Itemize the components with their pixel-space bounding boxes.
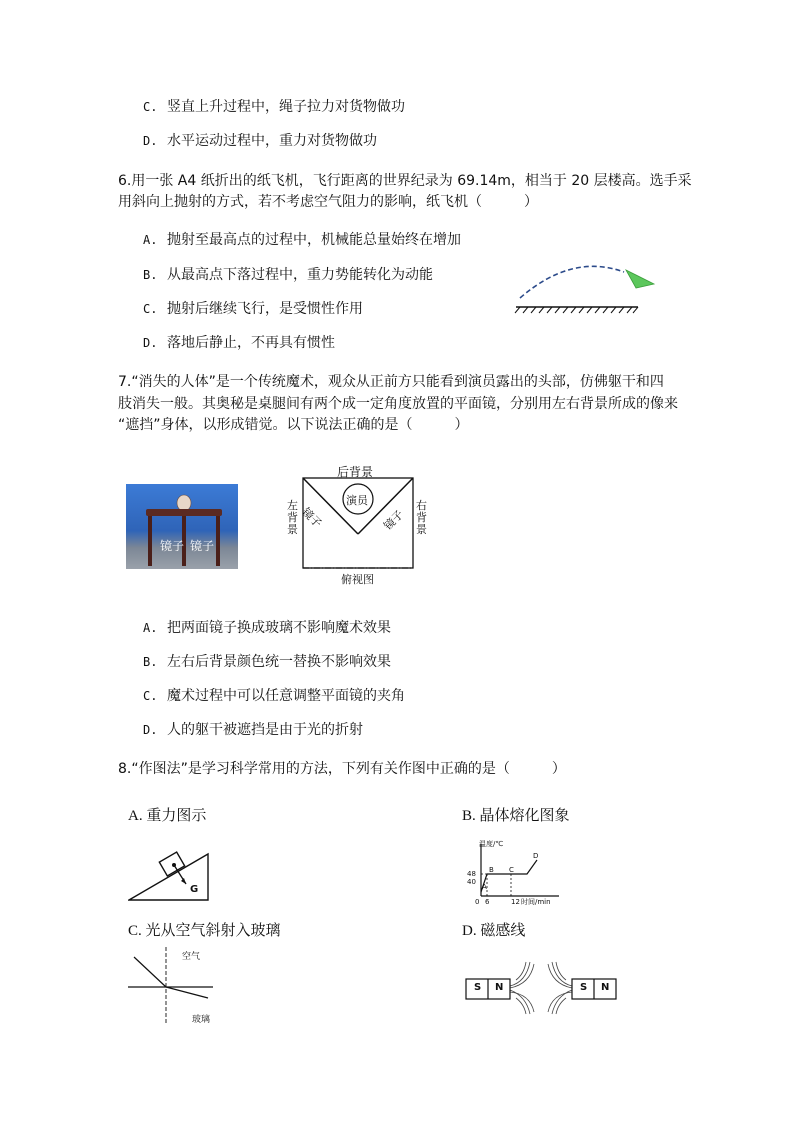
y-tick-48: 48 [467, 870, 476, 878]
photo-mirror-label-left: 镜子 [160, 539, 185, 553]
y-axis-label: 温度/℃ [479, 840, 504, 848]
magic-table-photo [126, 484, 238, 569]
magnet-left-s: S [474, 982, 482, 993]
q6-option-c: C. 抛射后继续飞行，是受惯性作用 [143, 301, 363, 317]
q7-option-c: C. 魔术过程中可以任意调整平面镜的夹角 [143, 688, 405, 704]
field-line-curves [510, 962, 572, 1014]
q7-stem-line1: 7.“消失的人体”是一个传统魔术，观众从正前方只能看到演员露出的头部，仿佛躯干和四 [118, 374, 664, 390]
table-top [146, 509, 222, 516]
top-view-lines [283, 462, 433, 587]
q7-stem-line2: 肢消失一般。其奥秘是桌腿间有两个成一定角度放置的平面镜，分别用左右背景所成的像来 [118, 396, 678, 412]
x-tick-12: 12 [511, 898, 520, 906]
left-background-label: 左背景 [287, 499, 298, 536]
point-d-label: D [533, 852, 539, 860]
q7-stem-line3: “遮挡”身体，以形成错觉。以下说法正确的是（ ） [118, 417, 469, 433]
table-illustration [126, 484, 238, 569]
q6-stem-line1: 6.用一张 A4 纸折出的纸飞机，飞行距离的世界纪录为 69.14m，相当于 20 层楼高。选手采 [118, 173, 692, 189]
point-c-label: C [509, 866, 514, 874]
x-axis-label: 时间/min [521, 898, 551, 906]
mirror-left-label: 镜子 [299, 505, 325, 531]
mirror-right-label: 镜子 [381, 507, 407, 533]
q6-stem-line2: 用斜向上抛射的方式，若不考虑空气阻力的影响，纸飞机（ ） [118, 194, 538, 210]
point-a-label: A [482, 883, 487, 891]
magnet-right-n: N [601, 982, 610, 993]
q8-caption-c: C. 光从空气斜射入玻璃 [128, 923, 281, 939]
photo-mirror-label-right: 镜子 [190, 539, 215, 553]
paper-plane-figure [512, 258, 662, 318]
refraction-figure [128, 945, 218, 1025]
field-lines [464, 960, 618, 1016]
actor-head-icon [177, 495, 191, 511]
magnetic-field-figure [464, 960, 618, 1016]
q7-option-d: D. 人的躯干被遮挡是由于光的折射 [143, 722, 363, 738]
y-tick-40: 40 [467, 878, 476, 886]
x-tick-0: 0 [475, 898, 480, 906]
q7-option-b: B. 左右后背景颜色统一替换不影响效果 [143, 654, 391, 670]
refracted-ray [166, 987, 208, 998]
incline-drawing [128, 848, 213, 903]
back-background-label: 后背景 [337, 465, 374, 479]
actor-label: 演员 [346, 494, 368, 507]
paper-plane-icon [626, 270, 654, 288]
magnet-left-n: N [495, 982, 504, 993]
q6-option-b: B. 从最高点下落过程中，重力势能转化为动能 [143, 267, 433, 283]
q7-option-a: A. 把两面镜子换成玻璃不影响魔术效果 [143, 620, 391, 636]
gravity-figure [128, 848, 213, 903]
top-view-diagram [283, 462, 433, 587]
q8-stem: 8.“作图法”是学习科学常用的方法，下列有关作图中正确的是（ ） [118, 761, 566, 777]
gravity-label: G [190, 884, 199, 895]
incident-ray [134, 957, 166, 987]
magnet-right-s: S [580, 982, 588, 993]
ground-hatching [515, 307, 638, 313]
trajectory-dashed-line [520, 266, 624, 298]
right-background-label: 右背景 [416, 499, 427, 536]
q5-option-c: C. 竖直上升过程中，绳子拉力对货物做功 [143, 99, 405, 115]
x-tick-6: 6 [485, 898, 490, 906]
melting-curve [481, 860, 537, 892]
q6-option-a: A. 抛射至最高点的过程中，机械能总量始终在增加 [143, 232, 461, 248]
air-label: 空气 [182, 952, 201, 962]
q8-caption-b: B. 晶体熔化图象 [462, 808, 570, 824]
block-square [159, 852, 184, 876]
q5-option-d: D. 水平运动过程中，重力对货物做功 [143, 133, 377, 149]
point-b-label: B [489, 866, 494, 874]
q8-caption-a: A. 重力图示 [128, 808, 207, 824]
top-view-caption: 俯视图 [341, 573, 374, 586]
melting-graph [465, 840, 565, 910]
q6-option-d: D. 落地后静止，不再具有惯性 [143, 335, 335, 351]
q8-caption-d: D. 磁感线 [462, 923, 526, 939]
glass-label: 玻璃 [192, 1015, 211, 1025]
